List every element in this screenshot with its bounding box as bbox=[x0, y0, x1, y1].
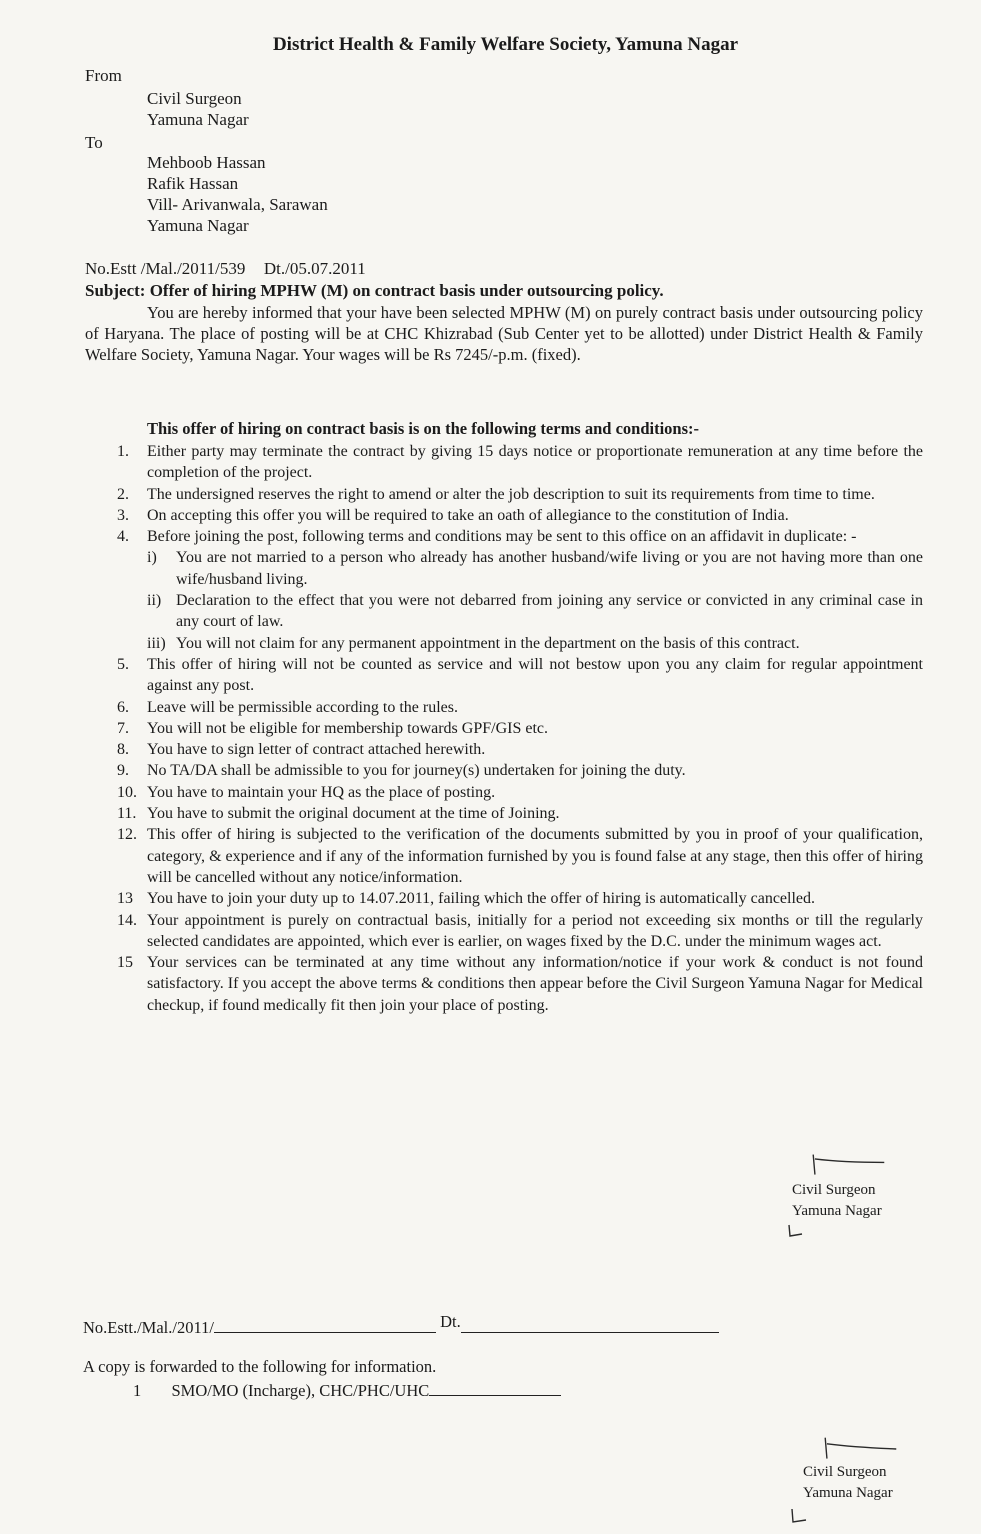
reference-line bbox=[85, 259, 366, 279]
term-item: 15 Your services can be terminated at any time without any information/notice if your work & conduct is not found satisfactory. If you accept the above terms & conditions then appear before the Civil Surgeon Yamuna Nagar for Medical checkup, if found medically fit then join your place of posting. bbox=[117, 954, 923, 1014]
terms-list bbox=[85, 441, 923, 1016]
to-address bbox=[147, 152, 328, 236]
reference-number: No.Estt /Mal./2011/539 bbox=[85, 259, 246, 278]
term-item: 13 You have to join your duty up to 14.07.2011, failing which the offer of hiring is automatically cancelled. bbox=[117, 890, 816, 908]
term-item: 11. You have to submit the original document at the time of Joining. bbox=[117, 805, 560, 823]
blank-copy-line bbox=[429, 1395, 561, 1396]
term-subitem: iii) You will not claim for any permanent appointment in the department on the basis of this contract. bbox=[147, 634, 800, 652]
from-label: From bbox=[85, 66, 122, 85]
term-item: 5. This offer of hiring will not be counted as service and will not bestow upon you any claim for regular appointment against any post. bbox=[117, 655, 923, 695]
initial-mark bbox=[786, 1224, 806, 1238]
to-line: Yamuna Nagar bbox=[147, 216, 249, 235]
term-item: 2. The undersigned reserves the right to amend or alter the job description to suit its requirements from time to time. bbox=[117, 485, 875, 503]
copy-forward-text: A copy is forwarded to the following for information. bbox=[83, 1357, 437, 1376]
term-item: 1. Either party may terminate the contract by giving 15 days notice or proportionate remuneration at any time before the completion of the project. bbox=[117, 443, 923, 482]
signature-mark bbox=[820, 1436, 898, 1462]
term-subitem: ii) Declaration to the effect that you were not debarred from joining any service or convicted in any criminal case in any court of law. bbox=[147, 592, 923, 631]
term-item: 7. You will not be eligible for membership towards GPF/GIS etc. bbox=[117, 719, 549, 737]
initial-mark bbox=[788, 1508, 810, 1524]
signature-mark bbox=[808, 1152, 886, 1178]
term-item: 14. Your appointment is purely on contractual basis, initially for a period not exceeding six months or till the regularly selected candidates are appointed, which ever is earlier, on wages fixed by the D.C. under the minimum wages act. bbox=[117, 911, 923, 950]
signature-place: Yamuna Nagar bbox=[792, 1203, 882, 1219]
term-item: 8. You have to sign letter of contract attached herewith. bbox=[117, 741, 486, 759]
to-line: Mehboob Hassan bbox=[147, 153, 266, 172]
term-item: 3. On accepting this offer you will be required to take an oath of allegiance to the constitution of India. bbox=[117, 506, 789, 524]
copy-item bbox=[133, 1381, 561, 1401]
term-item: 6. Leave will be permissible according to the rules. bbox=[117, 698, 459, 716]
term-item: 12. This offer of hiring is subjected to the verification of the documents submitted by you in proof of your qualification, category, & experience and if any of the information furnished by you is found false at any stage, then this offer of hiring will be cancelled without any notice/information. bbox=[117, 826, 923, 886]
letterhead-title: District Health & Family Welfare Society, Yamuna Nagar bbox=[272, 34, 739, 55]
term-item: 10. You have to maintain your HQ as the place of posting. bbox=[117, 783, 496, 801]
blank-date-line bbox=[461, 1332, 719, 1333]
to-label: To bbox=[85, 133, 103, 152]
endorsement-number: No.Estt./Mal./2011/ bbox=[83, 1318, 214, 1337]
signature-title: Civil Surgeon bbox=[792, 1182, 876, 1198]
term-subitem: i) You are not married to a person who already has another husband/wife living or you are not having more than one wife/husband living. bbox=[147, 549, 923, 588]
reference-date: Dt./05.07.2011 bbox=[263, 259, 366, 278]
blank-number-line bbox=[214, 1332, 436, 1333]
signature-block-2 bbox=[803, 1462, 893, 1504]
signature-block-1 bbox=[792, 1180, 882, 1222]
to-line: Rafik Hassan bbox=[147, 174, 239, 193]
body-paragraph: You are hereby informed that your have been selected MPHW (M) on purely contract basis under outsourcing policy of Haryana. The place of posting will be at CHC Khizrabad (Sub Center yet to be allotted) under District Health & Family Welfare Society, Yamuna Nagar. Your wages will be Rs 7245/-p.m. (fixed). bbox=[85, 303, 923, 364]
from-line: Yamuna Nagar bbox=[147, 110, 249, 129]
copy-item-text: SMO/MO (Incharge), CHC/PHC/UHC bbox=[171, 1381, 430, 1400]
subject-line: Subject: Offer of hiring MPHW (M) on contract basis under outsourcing policy. bbox=[85, 281, 664, 300]
to-line: Vill- Arivanwala, Sarawan bbox=[147, 195, 328, 214]
from-line: Civil Surgeon bbox=[147, 89, 242, 108]
terms-heading: This offer of hiring on contract basis is on the following terms and conditions:- bbox=[147, 419, 700, 438]
signature-title: Civil Surgeon bbox=[803, 1464, 887, 1480]
term-item: 9. No TA/DA shall be admissible to you for journey(s) undertaken for joining the duty. bbox=[117, 762, 686, 780]
copy-item-number: 1 bbox=[133, 1381, 142, 1400]
endorsement-line bbox=[83, 1312, 763, 1338]
endorsement-date-label: Dt. bbox=[440, 1312, 461, 1331]
signature-place: Yamuna Nagar bbox=[803, 1485, 893, 1501]
from-address bbox=[147, 88, 249, 130]
term-item: 4. Before joining the post, following terms and conditions may be sent to this office on an affidavit in duplicate: - bbox=[117, 528, 857, 546]
